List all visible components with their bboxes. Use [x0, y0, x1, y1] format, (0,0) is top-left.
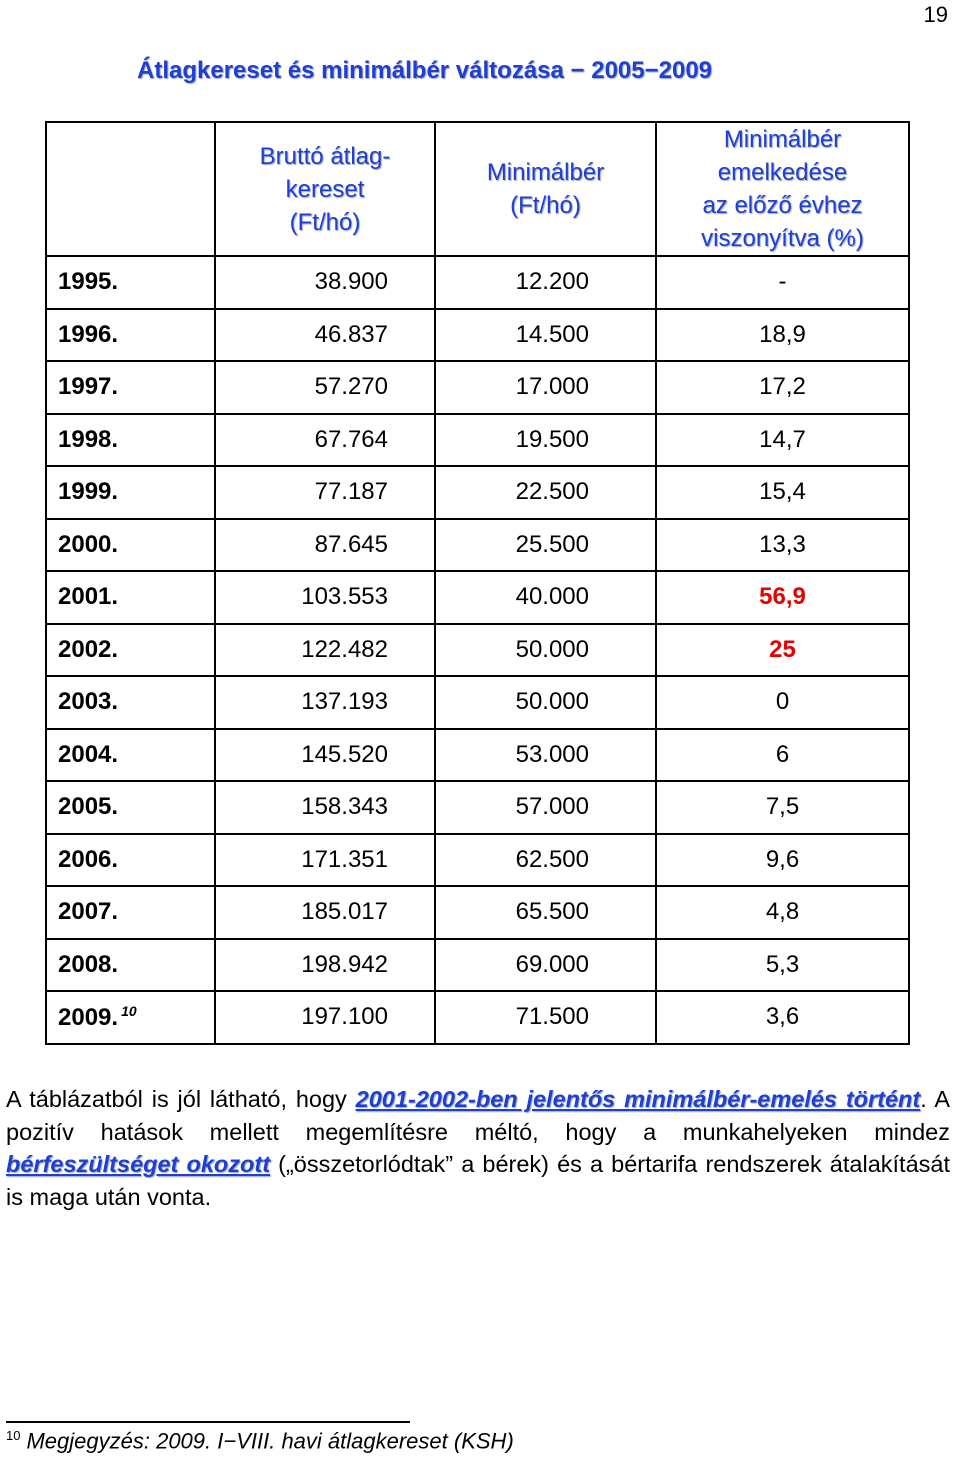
- cell-gross-average: [215, 466, 435, 519]
- cell-year-value: 2006.: [58, 845, 119, 873]
- cell-minimum-wage-value: 19.500: [515, 425, 589, 453]
- cell-year: [46, 624, 215, 677]
- cell-year-value: 2004.: [58, 740, 119, 768]
- cell-increase-percent-value: 15,4: [759, 478, 806, 506]
- table-row: [46, 781, 909, 834]
- cell-minimum-wage-value: 17.000: [515, 373, 589, 401]
- footnote-divider: [6, 1421, 410, 1423]
- table-row: [46, 519, 909, 572]
- cell-year: [46, 571, 215, 624]
- cell-year-value: 2000.: [58, 530, 119, 558]
- table-row: [46, 729, 909, 782]
- cell-gross-average: [215, 939, 435, 992]
- cell-minimum-wage: [435, 991, 656, 1044]
- cell-year-value: 2007.: [58, 898, 119, 926]
- cell-gross-average-value: 171.351: [301, 845, 388, 873]
- cell-increase-percent-value: 0: [775, 688, 790, 716]
- cell-increase-percent-value: 18,9: [759, 320, 806, 348]
- cell-increase-percent-value: 5,3: [765, 950, 800, 978]
- cell-minimum-wage-value: 12.200: [515, 268, 589, 296]
- cell-year-value: 1998.: [58, 425, 119, 453]
- cell-increase-percent-value: -: [778, 268, 787, 296]
- cell-gross-average: [215, 729, 435, 782]
- header-line: az előző évhez: [702, 192, 863, 219]
- footnote-text: Megjegyzés: 2009. I−VIII. havi átlagkereset (KSH): [26, 1428, 514, 1454]
- cell-minimum-wage: [435, 256, 656, 309]
- cell-increase-percent-value: 13,3: [759, 530, 806, 558]
- header-minimum-wage: [435, 122, 656, 256]
- cell-year-value: 1999.: [58, 478, 119, 506]
- cell-gross-average: [215, 256, 435, 309]
- cell-year-value: 1995.: [58, 268, 119, 296]
- cell-year: [46, 834, 215, 887]
- cell-minimum-wage-value: 62.500: [515, 845, 589, 873]
- cell-year: [46, 466, 215, 519]
- table-row: [46, 624, 909, 677]
- cell-gross-average: [215, 361, 435, 414]
- cell-increase-percent: [656, 571, 909, 624]
- cell-minimum-wage-value: 65.500: [515, 898, 589, 926]
- cell-minimum-wage-value: 50.000: [515, 635, 589, 663]
- header-line: (Ft/hó): [510, 192, 581, 219]
- cell-minimum-wage: [435, 834, 656, 887]
- cell-year: [46, 991, 215, 1044]
- table-row: [46, 834, 909, 887]
- cell-year-value: 1997.: [58, 373, 119, 401]
- cell-minimum-wage: [435, 886, 656, 939]
- cell-minimum-wage-value: 71.500: [515, 1003, 589, 1031]
- cell-increase-percent: [656, 361, 909, 414]
- summary-paragraph: [6, 1083, 950, 1213]
- emphasis-wage-tension: bérfeszültséget okozott: [6, 1151, 271, 1177]
- cell-gross-average: [215, 991, 435, 1044]
- cell-year: [46, 519, 215, 572]
- cell-increase-percent: [656, 729, 909, 782]
- paragraph-text: A táblázatból is jól látható, hogy: [6, 1086, 356, 1112]
- cell-increase-percent-value: 3,6: [765, 1003, 800, 1031]
- header-line: Bruttó átlag-: [259, 142, 391, 170]
- cell-year: [46, 309, 215, 362]
- cell-year-value: 2008.: [58, 950, 119, 978]
- cell-minimum-wage: [435, 939, 656, 992]
- cell-year-value: 2001.: [58, 583, 119, 611]
- header-line: (Ft/hó): [289, 208, 361, 236]
- table-row: [46, 256, 909, 309]
- cell-increase-percent-value: 56,9: [759, 583, 806, 611]
- cell-increase-percent-value: 14,7: [759, 425, 806, 453]
- cell-gross-average-value: 137.193: [301, 688, 388, 716]
- cell-increase-percent: [656, 309, 909, 362]
- cell-gross-average: [215, 414, 435, 467]
- header-line: viszonyítva (%): [701, 225, 864, 252]
- cell-increase-percent-value: 4,8: [765, 898, 800, 926]
- cell-year: [46, 361, 215, 414]
- cell-increase-percent-value: 6: [775, 740, 790, 768]
- cell-gross-average-value: 185.017: [301, 898, 388, 926]
- header-line: kereset: [285, 175, 365, 203]
- header-increase-percent: [656, 122, 909, 256]
- cell-gross-average: [215, 519, 435, 572]
- cell-year: [46, 939, 215, 992]
- header-line: emelkedése: [717, 159, 848, 186]
- cell-gross-average-value: 145.520: [301, 740, 388, 768]
- table-row: [46, 991, 909, 1044]
- cell-year: [46, 781, 215, 834]
- cell-year: [46, 729, 215, 782]
- cell-gross-average-value: 198.942: [301, 950, 388, 978]
- table-row: [46, 939, 909, 992]
- cell-year: [46, 414, 215, 467]
- cell-minimum-wage-value: 53.000: [515, 740, 589, 768]
- cell-increase-percent: [656, 624, 909, 677]
- cell-minimum-wage: [435, 414, 656, 467]
- header-line: Minimálbér: [723, 126, 842, 153]
- cell-year: [46, 886, 215, 939]
- wage-table: [45, 121, 910, 1045]
- cell-minimum-wage: [435, 309, 656, 362]
- table-row: [46, 361, 909, 414]
- cell-gross-average: [215, 886, 435, 939]
- table-row: [46, 309, 909, 362]
- cell-minimum-wage: [435, 781, 656, 834]
- cell-gross-average-value: 46.837: [314, 320, 388, 348]
- header-gross-average: [215, 122, 435, 256]
- cell-gross-average: [215, 309, 435, 362]
- paragraph-text: („összetorlódtak” a bérek) és a bértarifa rendszerek átalakítását is maga után vonta.: [6, 1151, 950, 1210]
- table-header-row: [46, 122, 909, 256]
- cell-minimum-wage: [435, 519, 656, 572]
- cell-gross-average-value: 77.187: [314, 478, 388, 506]
- cell-increase-percent: [656, 939, 909, 992]
- cell-minimum-wage: [435, 624, 656, 677]
- cell-gross-average-value: 122.482: [301, 635, 388, 663]
- cell-increase-percent: [656, 256, 909, 309]
- cell-gross-average-value: 67.764: [314, 425, 388, 453]
- cell-increase-percent: [656, 886, 909, 939]
- paragraph-text: . A pozitív hatások mellett megemlítésre méltó, hogy a munkahelyeken mindez: [6, 1086, 950, 1145]
- cell-minimum-wage: [435, 361, 656, 414]
- cell-minimum-wage: [435, 676, 656, 729]
- cell-increase-percent: [656, 676, 909, 729]
- cell-minimum-wage-value: 57.000: [515, 793, 589, 821]
- footnote-reference: 10: [121, 1002, 137, 1019]
- header-year: [46, 122, 215, 256]
- cell-gross-average-value: 158.343: [301, 793, 388, 821]
- cell-increase-percent: [656, 781, 909, 834]
- cell-minimum-wage-value: 40.000: [515, 583, 589, 611]
- cell-year-value: 2005.: [58, 793, 119, 821]
- cell-increase-percent-value: 17,2: [759, 373, 806, 401]
- cell-minimum-wage-value: 22.500: [515, 478, 589, 506]
- cell-increase-percent-value: 7,5: [765, 793, 800, 821]
- page-title: Átlagkereset és minimálbér változása − 2005−2009: [137, 57, 713, 84]
- cell-year: [46, 256, 215, 309]
- cell-year-value: 1996.: [58, 320, 119, 348]
- table-row: [46, 466, 909, 519]
- footnote-number: 10: [6, 1428, 21, 1443]
- page-number: 19: [923, 2, 948, 27]
- cell-minimum-wage-value: 14.500: [515, 320, 589, 348]
- cell-year: [46, 676, 215, 729]
- cell-year-value: 2003.: [58, 688, 119, 716]
- cell-gross-average-value: 197.100: [301, 1003, 388, 1031]
- cell-year-value: 2002.: [58, 635, 119, 663]
- cell-year-value: 2009.: [58, 1003, 119, 1031]
- table-row: [46, 886, 909, 939]
- cell-gross-average: [215, 624, 435, 677]
- table-row: [46, 571, 909, 624]
- cell-gross-average-value: 38.900: [314, 268, 388, 296]
- cell-increase-percent: [656, 834, 909, 887]
- cell-gross-average: [215, 676, 435, 729]
- cell-minimum-wage-value: 69.000: [515, 950, 589, 978]
- cell-increase-percent: [656, 991, 909, 1044]
- cell-increase-percent-value: 25: [769, 635, 796, 663]
- footnote: [6, 1428, 514, 1454]
- cell-increase-percent: [656, 466, 909, 519]
- cell-gross-average-value: 103.553: [301, 583, 388, 611]
- cell-gross-average: [215, 781, 435, 834]
- cell-gross-average: [215, 834, 435, 887]
- cell-minimum-wage-value: 25.500: [515, 530, 589, 558]
- cell-minimum-wage: [435, 466, 656, 519]
- cell-increase-percent: [656, 414, 909, 467]
- cell-gross-average-value: 57.270: [314, 373, 388, 401]
- table-row: [46, 414, 909, 467]
- cell-gross-average-value: 87.645: [314, 530, 388, 558]
- table-row: [46, 676, 909, 729]
- cell-increase-percent-value: 9,6: [765, 845, 800, 873]
- emphasis-minimum-wage-increase: 2001-2002-ben jelentős minimálbér-emelés történt: [355, 1086, 921, 1112]
- cell-minimum-wage: [435, 729, 656, 782]
- cell-minimum-wage: [435, 571, 656, 624]
- cell-minimum-wage-value: 50.000: [515, 688, 589, 716]
- cell-gross-average: [215, 571, 435, 624]
- cell-increase-percent: [656, 519, 909, 572]
- header-line: Minimálbér: [486, 159, 605, 186]
